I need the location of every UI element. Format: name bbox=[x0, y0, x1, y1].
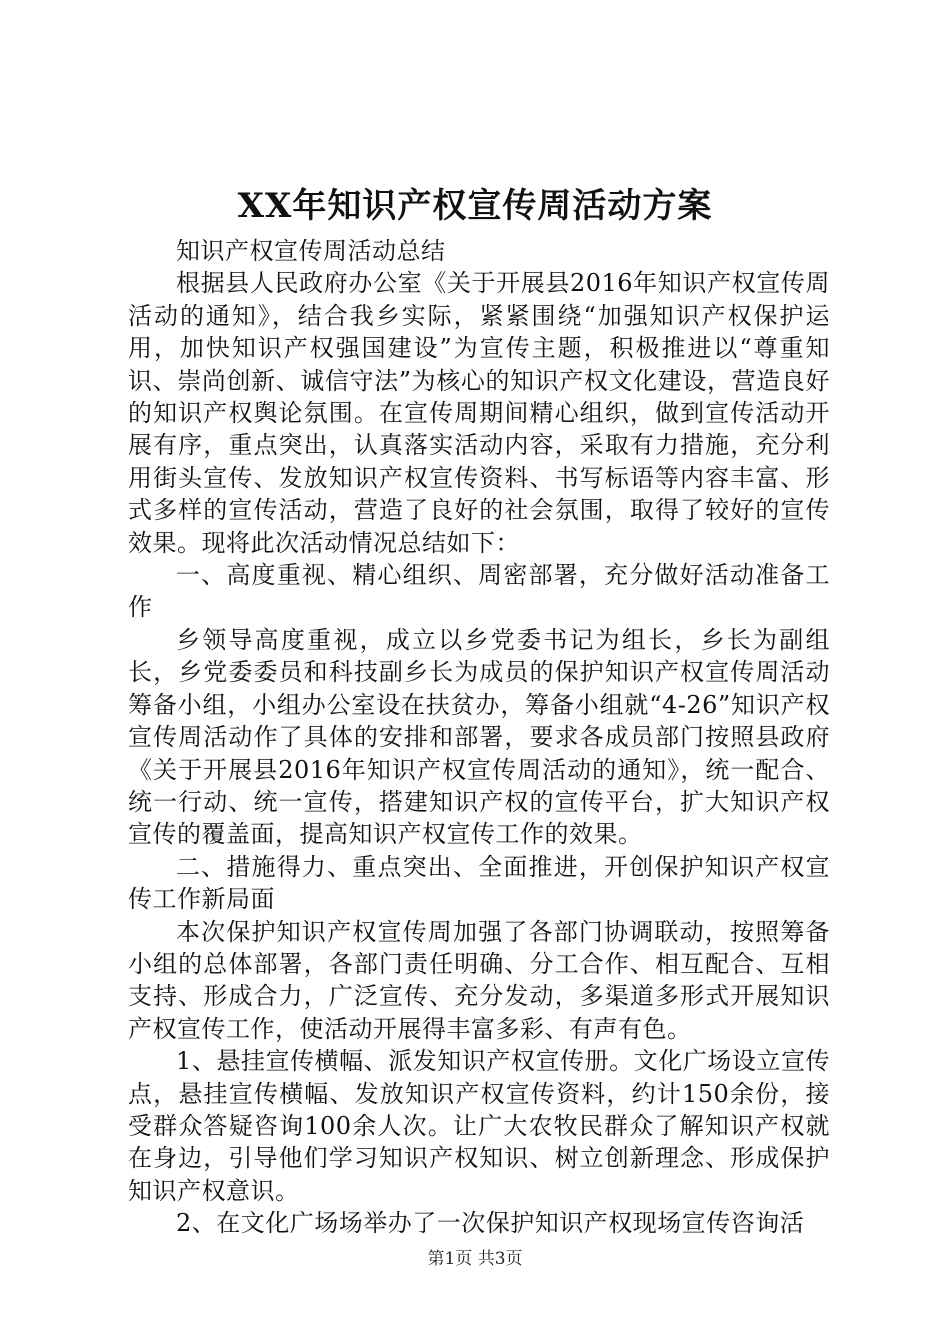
paragraph-intro: 根据县人民政府办公室《关于开展县2016年知识产权宣传周活动的通知》，结合我乡实际，紧紧围绕“加强知识产权保护运用，加快知识产权强国建设”为宣传主题，积极推进以“尊重知识、崇尚创新、诚信守法”为核心的知识产权文化建设，营造良好的知识产权舆论氛围。在宣传周期间精心组织，做到宣传活动开展有序，重点突出，认真落实活动内容，采取有力措施，充分利用街头宣传、发放知识产权宣传资料、书写标语等内容丰富、形式多样的宣传活动，营造了良好的社会氛围，取得了较好的宣传效果。现将此次活动情况总结如下： bbox=[128, 269, 830, 557]
section-heading-1: 一、高度重视、精心组织、周密部署，充分做好活动准备工作 bbox=[128, 561, 830, 622]
paragraph-item-2: 2、在文化广场场举办了一次保护知识产权现场宣传咨询活 bbox=[176, 1209, 805, 1238]
document-title: XX年知识产权宣传周活动方案 bbox=[237, 186, 713, 226]
paragraph-section-2: 本次保护知识产权宣传周加强了各部门协调联动，按照筹备小组的总体部署，各部门责任明确、分工合作、相互配合、互相支持、形成合力，广泛宣传、充分发动，多渠道多形式开展知识产权宣传工作，使活动开展得丰富多彩、有声有色。 bbox=[128, 917, 830, 1043]
page-number-footer: 第1页 共3页 bbox=[427, 1249, 523, 1269]
document-body bbox=[128, 235, 830, 1240]
section-heading-2: 二、措施得力、重点突出、全面推进，开创保护知识产权宣传工作新局面 bbox=[128, 852, 830, 914]
paragraph-subtitle: 知识产权宣传周活动总结 bbox=[176, 237, 446, 265]
paragraph-section-1: 乡领导高度重视，成立以乡党委书记为组长，乡长为副组长，乡党委委员和科技副乡长为成员的保护知识产权宣传周活动筹备小组，小组办公室设在扶贫办，筹备小组就“4-26”知识产权宣传周活动作了具体的安排和部署，要求各成员部门按照县政府《关于开展县2016年知识产权宣传周活动的通知》，统一配合、统一行动、统一宣传，搭建知识产权的宣传平台，扩大知识产权宣传的覆盖面，提高知识产权宣传工作的效果。 bbox=[128, 625, 830, 849]
paragraph-item-1: 1、悬挂宣传横幅、派发知识产权宣传册。文化广场设立宣传点，悬挂宣传横幅、发放知识产权宣传资料，约计150余份，接受群众答疑咨询100余人次。让广大农牧民群众了解知识产权就在身边，引导他们学习知识产权知识、树立创新理念、形成保护知识产权意识。 bbox=[128, 1047, 830, 1205]
